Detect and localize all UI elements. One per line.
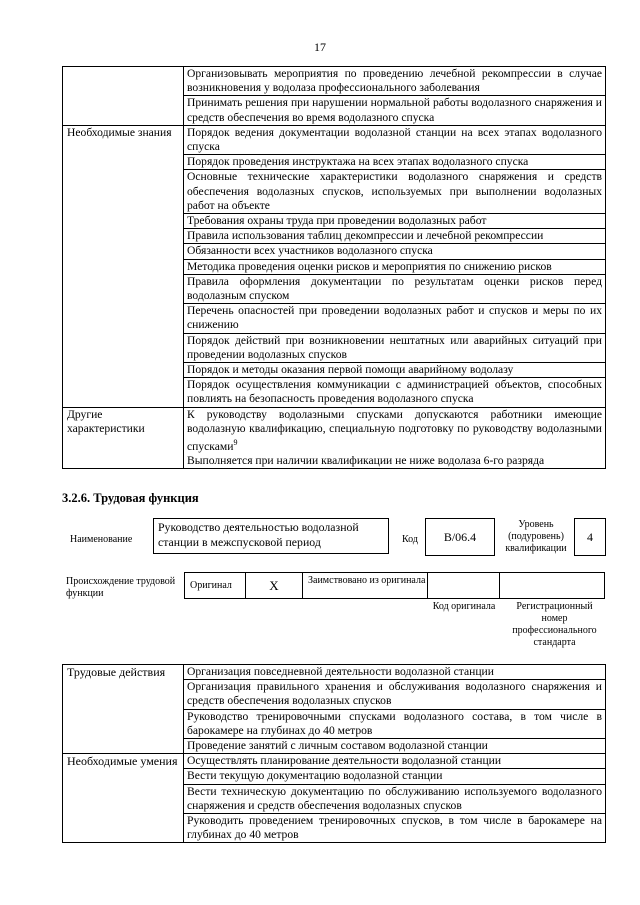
list-item: Вести текущую документацию водолазной станции: [184, 769, 606, 784]
row-label-knowledge: Необходимые знания: [63, 125, 184, 407]
list-item: Руководство тренировочными спусками водолазного состава, в том числе в барокамере на глубинах до 40 метров: [184, 709, 606, 738]
table-row: [63, 407, 606, 469]
origin-row: [184, 572, 605, 599]
row-label-other: Другие характеристики: [63, 407, 184, 469]
other-text: К руководству водолазными спусками допускаются работники имеющие водолазную квалификацию, специальную подготовку по руководству водолазными спусками: [187, 407, 602, 453]
knowledge-table: [62, 66, 606, 469]
name-label: Наименование: [70, 534, 133, 545]
list-item: Обязанности всех участников водолазного спуска: [184, 244, 606, 259]
code-original-label: Код оригинала: [432, 601, 496, 612]
list-item: Основные технические характеристики водолазного снаряжения и средств обеспечения водолазных спусков, используемых при выполнении водолазных работ на объекте: [184, 170, 606, 214]
origin-borrowed: Заимствовано из оригинала: [303, 573, 428, 598]
table-row: [63, 754, 606, 769]
list-item: Порядок действий при возникновении нештатных или аварийных ситуаций при проведении водолазных спусков: [184, 333, 606, 362]
list-item: Организовывать мероприятия по проведению лечебной рекомпрессии в случае возникновения у водолаза профессионального заболевания: [184, 67, 606, 96]
list-item: Порядок и методы оказания первой помощи аварийному водолазу: [184, 363, 606, 378]
list-item: Руководить проведением тренировочных спусков, в том числе в барокамере на глубинах до 40 метров: [184, 814, 606, 843]
page-number: 17: [314, 40, 326, 54]
code-label: Код: [402, 534, 418, 545]
list-item: Организация правильного хранения и обслуживания водолазного снаряжения и средств обеспечения водолазных спусков: [184, 680, 606, 709]
footnote-mark: 9: [233, 438, 238, 448]
table-row: [63, 665, 606, 680]
table-row: [63, 67, 606, 96]
origin-original: Оригинал: [185, 573, 246, 598]
origin-code-cell: [428, 573, 500, 598]
list-item: Порядок осуществления коммуникации с администрацией объектов, способных повлиять на безопасность проведения водолазного спуска: [184, 378, 606, 407]
row-label-actions: Трудовые действия: [63, 665, 184, 754]
level-label: Уровень (подуровень) квалификации: [505, 519, 567, 554]
list-item: Осуществлять планирование деятельности водолазной станции: [184, 754, 606, 769]
actions-table: [62, 664, 606, 843]
list-item: Организация повседневной деятельности водолазной станции: [184, 665, 606, 680]
row-label-skills: Необходимые умения: [63, 754, 184, 843]
list-item: Правила использования таблиц декомпрессии и лечебной рекомпрессии: [184, 229, 606, 244]
origin-mark: X: [246, 573, 303, 598]
list-item-other: [184, 407, 606, 469]
list-item: Порядок ведения документации водолазной станции на всех этапах водолазного спуска: [184, 125, 606, 154]
list-item: Проведение занятий с личным составом водолазной станции: [184, 739, 606, 754]
list-item: Принимать решения при нарушении нормальной работы водолазного снаряжения и средств обеспечения во время водолазного спуска: [184, 96, 606, 125]
row-label: [63, 67, 184, 126]
table-row: [63, 125, 606, 154]
list-item: Перечень опасностей при проведении водолазных работ и спусков и меры по их снижению: [184, 304, 606, 333]
code-value: B/06.4: [425, 518, 495, 556]
list-item: Методика проведения оценки рисков и мероприятия по снижению рисков: [184, 259, 606, 274]
name-value: Руководство деятельностью водолазной станции в межспусковой период: [153, 518, 389, 554]
section-title: 3.2.6. Трудовая функция: [62, 491, 199, 505]
other-text-2: Выполняется при наличии квалификации не ниже водолаза 6-го разряда: [187, 454, 545, 468]
origin-reg-cell: [500, 573, 604, 598]
list-item: Порядок проведения инструктажа на всех этапах водолазного спуска: [184, 155, 606, 170]
list-item: Требования охраны труда при проведении водолазных работ: [184, 214, 606, 229]
origin-label: Происхождение трудовой функции: [66, 576, 176, 599]
level-value: 4: [574, 518, 606, 556]
list-item: Правила оформления документации по результатам оценки рисков перед водолазным спуском: [184, 274, 606, 303]
reg-number-label: Регистрационный номер профессионального стандарта: [512, 601, 597, 648]
list-item: Вести техническую документацию по обслуживанию используемого водолазного снаряжения и средств обеспечения водолазных спусков: [184, 784, 606, 813]
